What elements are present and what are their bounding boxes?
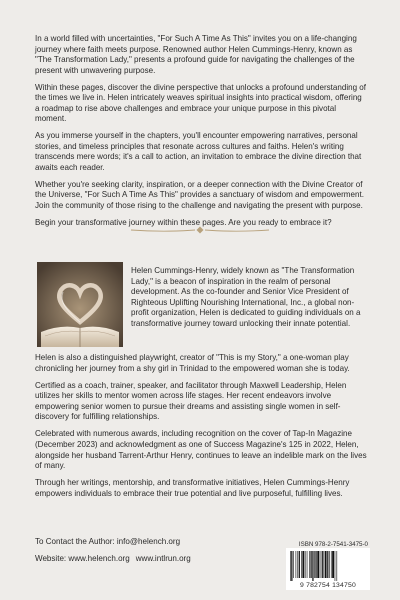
barcode-digits: 9 782754 134750 — [300, 582, 356, 589]
barcode-bar — [299, 551, 300, 578]
barcode-bar — [315, 551, 316, 578]
barcode-bars — [286, 548, 370, 582]
bio-paragraph: Certified as a coach, trainer, speaker, and facilitator through Maxwell Leadership, Helen utilizes her skills to mentor women across life stages. Her recent endeavors involve empowering senior women to pursue their dreams and assisting single women in self-discovery for fulfilling relationships. — [35, 380, 347, 422]
barcode-bar — [322, 551, 323, 578]
author-photo-heart-book — [37, 262, 123, 347]
barcode-bar — [310, 551, 311, 578]
barcode-bar — [332, 551, 334, 578]
author-bio — [35, 353, 369, 506]
barcode-bar — [293, 551, 294, 578]
bio-intro-paragraph: Helen Cummings-Henry, widely known as "The Transformation Lady," is a beacon of inspiration in the realm of personal development. As the co-founder and Senior Vice President of Righteous Uplifting Nourishing International, Inc., a global non-profit organization, Helen is dedicated to guiding individuals on a transformative journey toward unlocking their innate potential. — [131, 266, 361, 328]
barcode-bar — [335, 551, 336, 581]
barcode-bar — [331, 551, 332, 578]
website-link-intlrun[interactable]: www.intlrun.org — [135, 553, 191, 563]
blurb-paragraph: In a world filled with uncertainties, "For Such A Time As This" invites you on a life-changing journey where faith meets purpose. Renowned author Helen Cummings-Henry, known as "The Transformation Lady," presents a profound guide for navigating the challenges of the present with unwavering purpose. — [35, 34, 357, 75]
barcode-bar — [301, 551, 302, 578]
barcode-bar — [329, 551, 330, 578]
barcode-bar — [314, 551, 315, 578]
barcode-bar — [317, 551, 319, 578]
barcode-bar — [312, 551, 313, 581]
barcode-bar — [307, 551, 308, 578]
bio-paragraph: Through her writings, mentorship, and transformative initiatives, Helen Cummings-Henry empowers individuals to embrace their true potential and live purposeful, fulfilling lives. — [35, 478, 350, 498]
heart-book-pages-icon — [37, 262, 123, 347]
flourish-divider-icon — [129, 225, 271, 235]
barcode-bar — [297, 551, 298, 578]
bio-paragraph: Helen is also a distinguished playwright, creator of "This is my Story," a one-woman play chronicling her journey from a shy girl in Trinidad to the empowered woman she is today. — [35, 353, 350, 373]
blurb-paragraph: Begin your transformative journey within these pages. Are you ready to embrace it? — [35, 217, 332, 227]
website-link-helench[interactable]: www.helench.org — [68, 553, 130, 563]
barcode-bar — [320, 551, 321, 578]
contact-author-line: To Contact the Author: info@helench.org — [35, 537, 181, 546]
barcode-bar — [291, 551, 292, 581]
book-blurb — [35, 34, 368, 234]
barcode-bar — [302, 551, 304, 578]
barcode-bar — [309, 551, 310, 578]
barcode-bar — [323, 551, 324, 578]
barcode-bar — [327, 551, 328, 578]
website-line — [35, 554, 235, 565]
contact-info — [35, 537, 235, 571]
barcode-bar — [305, 551, 306, 578]
isbn-label: ISBN 978-2-7541-3475-0 — [298, 541, 368, 548]
author-bio-intro — [131, 266, 369, 330]
blurb-paragraph: Whether you're seeking clarity, inspiration, or a deeper connection with the Divine Creator of the Universe, "For Such A Time As This" provides a sanctuary of wisdom and empowerment. Join the community of those rising to the challenge and navigating the present with purpose. — [35, 179, 364, 210]
barcode-bar — [325, 551, 327, 578]
blurb-paragraph: As you immerse yourself in the chapters, you'll encounter empowering narratives, personal stories, and timeless principles that resonate across cultures and faiths. Helen's writing transcends mere words; it's a call to action, an invitation to embrace the divine direction that awaits each reader. — [35, 131, 362, 172]
blurb-paragraph: Within these pages, discover the divine perspective that unlocks a profound understanding of the times we live in. Helen intricately weaves spiritual insights into practical wisdom, offering a roadmap to rise above challenges and embrace your unique purpose in this pivotal moment. — [35, 82, 367, 124]
bio-paragraph: Celebrated with numerous awards, including recognition on the cover of Tap-In Magazine (December 2023) and acknowledgment as one of Success Magazine's 125 in 2022, Helen, alongside her husband Tarrent-Arthur Henry, continues to leave an indelible mark on the lives of many. — [35, 429, 367, 471]
barcode-bar — [296, 551, 297, 578]
website-label: Website: — [35, 553, 67, 563]
barcode-bar — [290, 551, 291, 581]
isbn-barcode — [286, 548, 370, 590]
barcode-bar — [337, 551, 338, 581]
